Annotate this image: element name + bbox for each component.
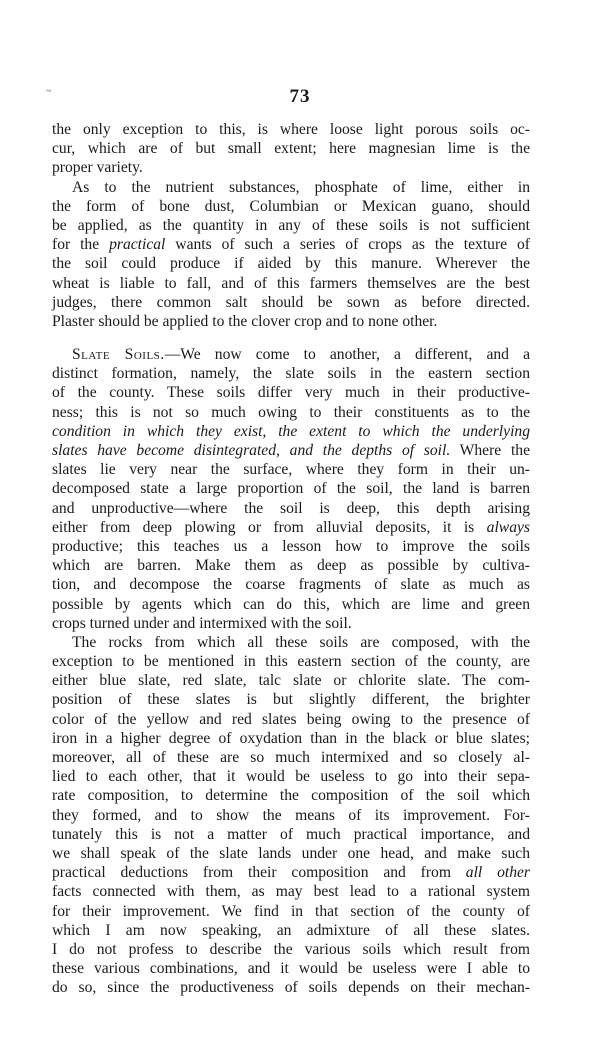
text-line: be applied, as the quantity in any of these soils is not sufficient: [52, 216, 530, 234]
text-line: cur, which are of but small extent; here magnesian lime is the: [52, 140, 530, 158]
text-line: which I am now speaking, an admixture of all these slates.: [52, 921, 530, 939]
paragraph-nutrients: [52, 178, 530, 332]
section-gap: [52, 331, 530, 345]
text-line: which are barren. Make them as deep as possible by cultiva-: [52, 557, 530, 575]
text-line: proper variety.: [52, 159, 143, 177]
text-line: the soil could produce if aided by this manure. Wherever the: [52, 255, 530, 273]
text-line: The rocks from which all these soils are composed, with the: [72, 633, 530, 651]
page-number: 73: [289, 86, 311, 107]
text-line: productive; this teaches us a lesson how to improve the soils: [52, 537, 530, 555]
text-line: for the practical wants of such a series of crops as the texture of: [52, 236, 530, 254]
text-line: lied to each other, that it would be useless to go into their sepa-: [52, 768, 530, 786]
text-line: Slate Soils.—We now come to another, a different, and a: [72, 346, 530, 364]
text-line: slates lie very near the surface, where they form in their un-: [52, 461, 530, 479]
italic-practical: practical: [109, 236, 166, 254]
text-line: ness; this is not so much owing to their constituents as to the: [52, 403, 530, 421]
text-line: color of the yellow and red slates being owing to the presence of: [52, 710, 530, 728]
text-line: either blue slate, red slate, talc slate or chlorite slate. The com-: [52, 672, 530, 690]
paragraph-lime-variety: [52, 120, 530, 178]
text-line: facts connected with them, as may best lead to a rational system: [52, 883, 530, 901]
text-line: wheat is liable to fall, and of this farmers themselves are the best: [52, 274, 530, 292]
text-line: exception to be mentioned in this eastern section of the county, are: [52, 653, 530, 671]
text-line: they formed, and to show the means of its improvement. For-: [52, 806, 530, 824]
paragraph-rocks: [52, 633, 530, 998]
text-line: possible by agents which can do this, which are lime and green: [52, 595, 530, 613]
body-text: [52, 120, 530, 997]
margin-mark: ~: [46, 86, 52, 97]
text-line: the form of bone dust, Columbian or Mexican guano, should: [52, 197, 530, 215]
text-line: and unproductive—where the soil is deep, this depth arising: [52, 499, 530, 517]
text-line: iron in a higher degree of oxydation than in the black or blue slates;: [52, 729, 530, 747]
section-heading-slate-soils: Slate Soils.: [72, 346, 165, 364]
text-line: practical deductions from their composition and from all other: [52, 864, 530, 882]
text-line: for their improvement. We find in that section of the county of: [52, 902, 530, 920]
text-line: judges, there common salt should be sown as before directed.: [52, 293, 530, 311]
text-line: tion, and decompose the coarse fragments of slate as much as: [52, 576, 530, 594]
text-line: the only exception to this, is where loose light porous soils oc-: [52, 121, 530, 138]
text-line: As to the nutrient substances, phosphate of lime, either in: [72, 178, 530, 196]
text-line: distinct formation, namely, the slate soils in the eastern section: [52, 365, 530, 383]
text-line: we shall speak of the slate lands under one head, and make such: [52, 844, 530, 862]
text-line: position of these slates is but slightly different, the brighter: [52, 691, 530, 709]
text-line: rate composition, to determine the composition of the soil which: [52, 787, 530, 805]
paragraph-slate-soils: [52, 345, 530, 633]
text-line: crops turned under and intermixed with the soil.: [52, 614, 352, 632]
text-line: condition in which they exist, the extent to which the underlying: [52, 422, 530, 440]
text-line: Plaster should be applied to the clover crop and to none other.: [52, 312, 438, 330]
text-line: slates have become disintegrated, and the depths of soil. Where the: [52, 442, 530, 459]
text-line: moreover, all of these are so much intermixed and so closely al-: [52, 749, 530, 766]
text-line: tunately this is not a matter of much practical importance, and: [52, 825, 530, 843]
text-line: decomposed state a large proportion of the soil, the land is barren: [52, 480, 530, 498]
text-line: I do not profess to describe the various soils which result from: [52, 940, 530, 958]
text-line: of the county. These soils differ very much in their productive-: [52, 384, 530, 402]
text-line: either from deep plowing or from alluvial deposits, it is always: [52, 518, 530, 536]
text-line: do so, since the productiveness of soils depends on their mechan-: [52, 979, 530, 997]
text-line: these various combinations, and it would be useless were I able to: [52, 960, 530, 978]
